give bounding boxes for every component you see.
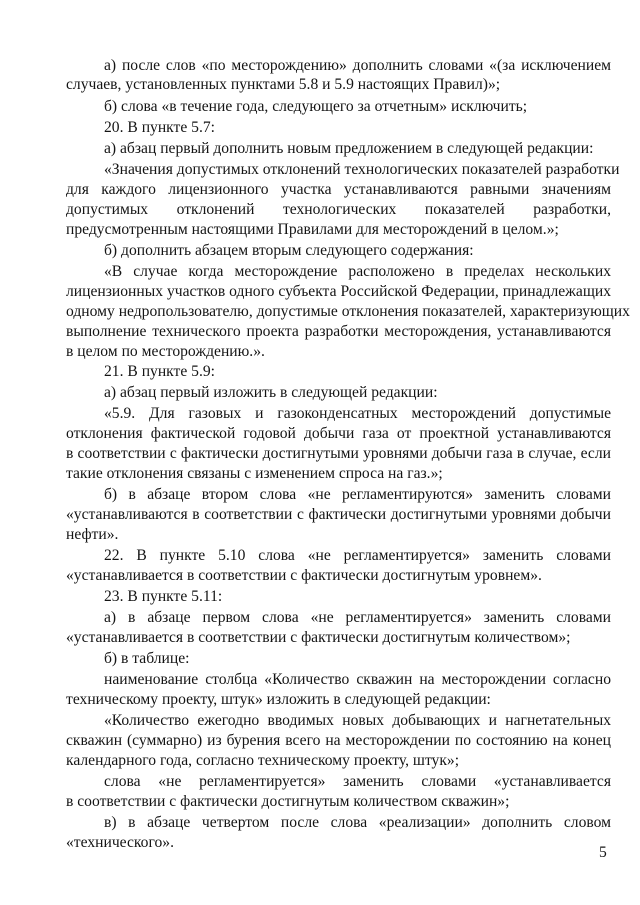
text-line: «устанавливается в соответствии с фактически достигнутым уровнем». xyxy=(66,567,542,584)
text-line: в) в абзаце четвертом после слова «реализации» дополнить словом xyxy=(104,814,611,831)
text-line: а) абзац первый дополнить новым предложением в следующей редакции: xyxy=(104,140,594,157)
text-line: в соответствии с фактически достигнутыми уровнями добычи газа в случае, если xyxy=(66,445,611,462)
text-line: «устанавливаются в соответствии с фактически достигнутыми уровнями добычи xyxy=(66,506,611,523)
text-line: «Количество ежегодно вводимых новых добывающих и нагнетательных xyxy=(104,712,611,729)
text-line: нефти». xyxy=(66,526,119,543)
text-line: в целом по месторождению.». xyxy=(66,343,265,360)
text-line: б) дополнить абзацем вторым следующего содержания: xyxy=(104,242,474,259)
text-line: слова «не регламентируется» заменить словами «устанавливается xyxy=(104,773,611,790)
text-line: 21. В пункте 5.9: xyxy=(104,363,216,380)
page-number: 5 xyxy=(599,844,607,861)
text-line: 20. В пункте 5.7: xyxy=(104,119,216,136)
text-line: а) в абзаце первом слова «не регламентируется» заменить словами xyxy=(104,609,611,626)
text-line: календарного года, согласно техническому проекту, штук»; xyxy=(66,752,460,769)
text-line: б) в таблице: xyxy=(104,650,190,667)
text-line: для каждого лицензионного участка устанавливаются равными значениям xyxy=(66,181,611,198)
text-line: «В случае когда месторождение расположено в пределах нескольких xyxy=(104,263,611,280)
text-line: 22. В пункте 5.10 слова «не регламентируется» заменить словами xyxy=(104,547,611,564)
text-line: 23. В пункте 5.11: xyxy=(104,588,223,605)
text-line: предусмотренным настоящими Правилами для месторождений в целом.»; xyxy=(66,221,559,238)
text-line: б) слова «в течение года, следующего за отчетным» исключить; xyxy=(104,98,528,115)
text-line: выполнение технического проекта разработки месторождения, устанавливаются xyxy=(66,323,611,340)
text-line: случаев, установленных пунктами 5.8 и 5.9 настоящих Правил)»; xyxy=(66,76,501,93)
text-line: такие отклонения связаны с изменением спроса на газ.»; xyxy=(66,465,443,482)
text-line: а) после слов «по месторождению» дополнить словами «(за исключением xyxy=(104,57,611,74)
text-line: техническому проекту, штук» изложить в следующей редакции: xyxy=(66,691,491,708)
text-line: а) абзац первый изложить в следующей редакции: xyxy=(104,384,438,401)
text-line: отклонения фактической годовой добычи газа от проектной устанавливаются xyxy=(66,425,611,442)
text-line: одному недропользователю, допустимые отклонения показателей, характеризующих xyxy=(66,303,630,320)
text-line: в соответствии с фактически достигнутым количеством скважин»; xyxy=(66,793,510,810)
text-line: допустимых отклонений технологических показателей разработки, xyxy=(66,201,611,218)
text-line: наименование столбца «Количество скважин на месторождении согласно xyxy=(104,671,611,688)
text-line: «5.9. Для газовых и газоконденсатных месторождений допустимые xyxy=(104,405,611,422)
text-line: лицензионных участков одного субъекта Российской Федерации, принадлежащих xyxy=(66,283,611,300)
text-line: скважин (суммарно) из бурения всего на месторождении по состоянию на конец xyxy=(66,732,611,749)
text-line: «Значения допустимых отклонений технологических показателей разработки xyxy=(104,161,620,178)
text-line: б) в абзаце втором слова «не регламентируются» заменить словами xyxy=(104,486,611,503)
text-line: «устанавливается в соответствии с фактически достигнутым количеством»; xyxy=(66,629,571,646)
text-line: «технического». xyxy=(66,834,174,851)
